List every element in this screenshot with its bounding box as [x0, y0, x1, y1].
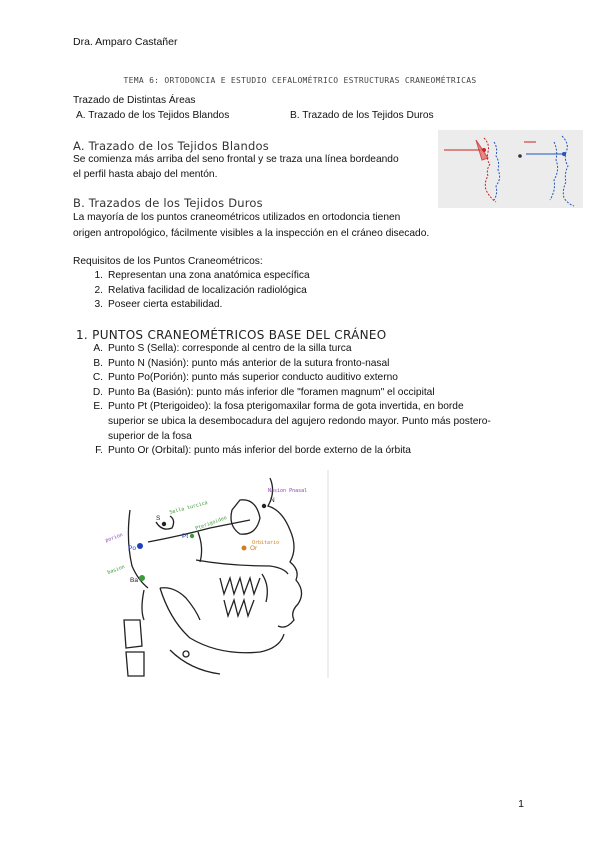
requisitos-list	[94, 269, 310, 313]
page-number: 1	[518, 798, 524, 810]
section-b-text-1: La mayoría de los puntos craneométricos utilizados en ortodoncia tienen	[73, 212, 401, 223]
section-a-heading: A. Trazado de los Tejidos Blandos	[73, 139, 269, 153]
section-b-heading: B. Trazados de los Tejidos Duros	[73, 196, 263, 210]
point-n	[262, 504, 266, 508]
list-marker: A.	[93, 343, 103, 354]
point-s	[162, 522, 166, 526]
label-ba: Ba	[130, 577, 138, 584]
point-pt	[190, 534, 194, 538]
note-porion: porion	[104, 532, 124, 544]
list-item	[93, 357, 493, 372]
point-or	[242, 546, 247, 551]
note-sella: Sella turcica	[168, 500, 209, 516]
section-b-text-2: origen antropológico, fácilmente visibles a la inspección en el cráneo disecado.	[73, 228, 430, 239]
point-po	[137, 543, 143, 549]
list-item	[95, 444, 493, 459]
section-a-text-2: el perfil hasta abajo del mentón.	[73, 169, 218, 180]
list-marker: B.	[93, 357, 103, 369]
document-title: TEMA 6: ORTODONCIA E ESTUDIO CEFALOMÉTRICO ESTRUCTURAS CRANEOMÉTRICAS	[123, 76, 477, 85]
list-marker: C.	[92, 372, 103, 384]
label-pt: Pt	[182, 533, 189, 540]
list-item-text: Punto Ba (Basión): punto más inferior dle "foramen magnum" el occipital	[108, 386, 435, 398]
label-n: N	[270, 497, 275, 504]
intro-heading: Trazado de Distintas Áreas	[73, 95, 196, 106]
list-marker: D.	[92, 386, 103, 398]
list-item	[93, 342, 493, 357]
list-marker: 1.	[94, 270, 103, 281]
intro-option-a: A. Trazado de los Tejidos Blandos	[76, 110, 230, 121]
list-item	[94, 269, 310, 284]
requisitos-heading: Requisitos de los Puntos Craneométricos:	[73, 256, 263, 267]
label-po: Po	[128, 545, 136, 552]
list-item-text: Relativa facilidad de localización radiológica	[108, 284, 307, 296]
list-item	[93, 400, 493, 444]
list-item-text: Punto Or (Orbital): punto más inferior del borde externo de la órbita	[108, 445, 411, 457]
list-marker: 3.	[94, 299, 103, 311]
list-item	[94, 284, 310, 299]
list-item-text: Representan una zona anatómica específica	[108, 270, 310, 281]
list-item-text: Punto Po(Porión): punto más superior conducto auditivo externo	[108, 372, 398, 384]
list-item-text: Punto S (Sella): corresponde al centro de la silla turca	[108, 343, 352, 354]
note-nasion: Nasion Pnasal	[268, 488, 308, 494]
label-or: Or	[250, 545, 258, 552]
list-item-text: Poseer cierta estabilidad.	[108, 299, 223, 311]
note-pterigo: Pterigoideo	[194, 514, 228, 532]
list-marker: E.	[93, 401, 103, 413]
label-s: S	[156, 515, 161, 522]
author-name: Dra. Amparo Castañer	[73, 36, 178, 48]
note-basion: basion	[106, 564, 126, 576]
list-item	[92, 371, 493, 386]
puntos-heading: 1. PUNTOS CRANEOMÉTRICOS BASE DEL CRÁNEO	[76, 328, 387, 342]
puntos-list	[92, 342, 493, 459]
list-item	[92, 386, 493, 401]
cephalometric-figure	[100, 470, 330, 678]
list-item-text: Punto N (Nasión): punto más anterior de la sutura fronto-nasal	[108, 357, 390, 369]
list-item-text: Punto Pt (Pterigoideo): la fosa pterigomaxilar forma de gota invertida, en borde superior se ubica la desembocadura del agujero redondo mayor. Punto más postero-superior de la fosa	[108, 401, 491, 442]
list-item	[94, 298, 310, 313]
point-ba	[139, 575, 145, 581]
list-marker: F.	[95, 445, 103, 457]
list-marker: 2.	[94, 284, 103, 296]
section-a-text-1: Se comienza más arriba del seno frontal y se traza una línea bordeando	[73, 154, 399, 165]
tracing-figure	[438, 130, 583, 208]
intro-option-b: B. Trazado de los Tejidos Duros	[290, 110, 434, 121]
note-orbital: Orbitario	[252, 540, 280, 546]
